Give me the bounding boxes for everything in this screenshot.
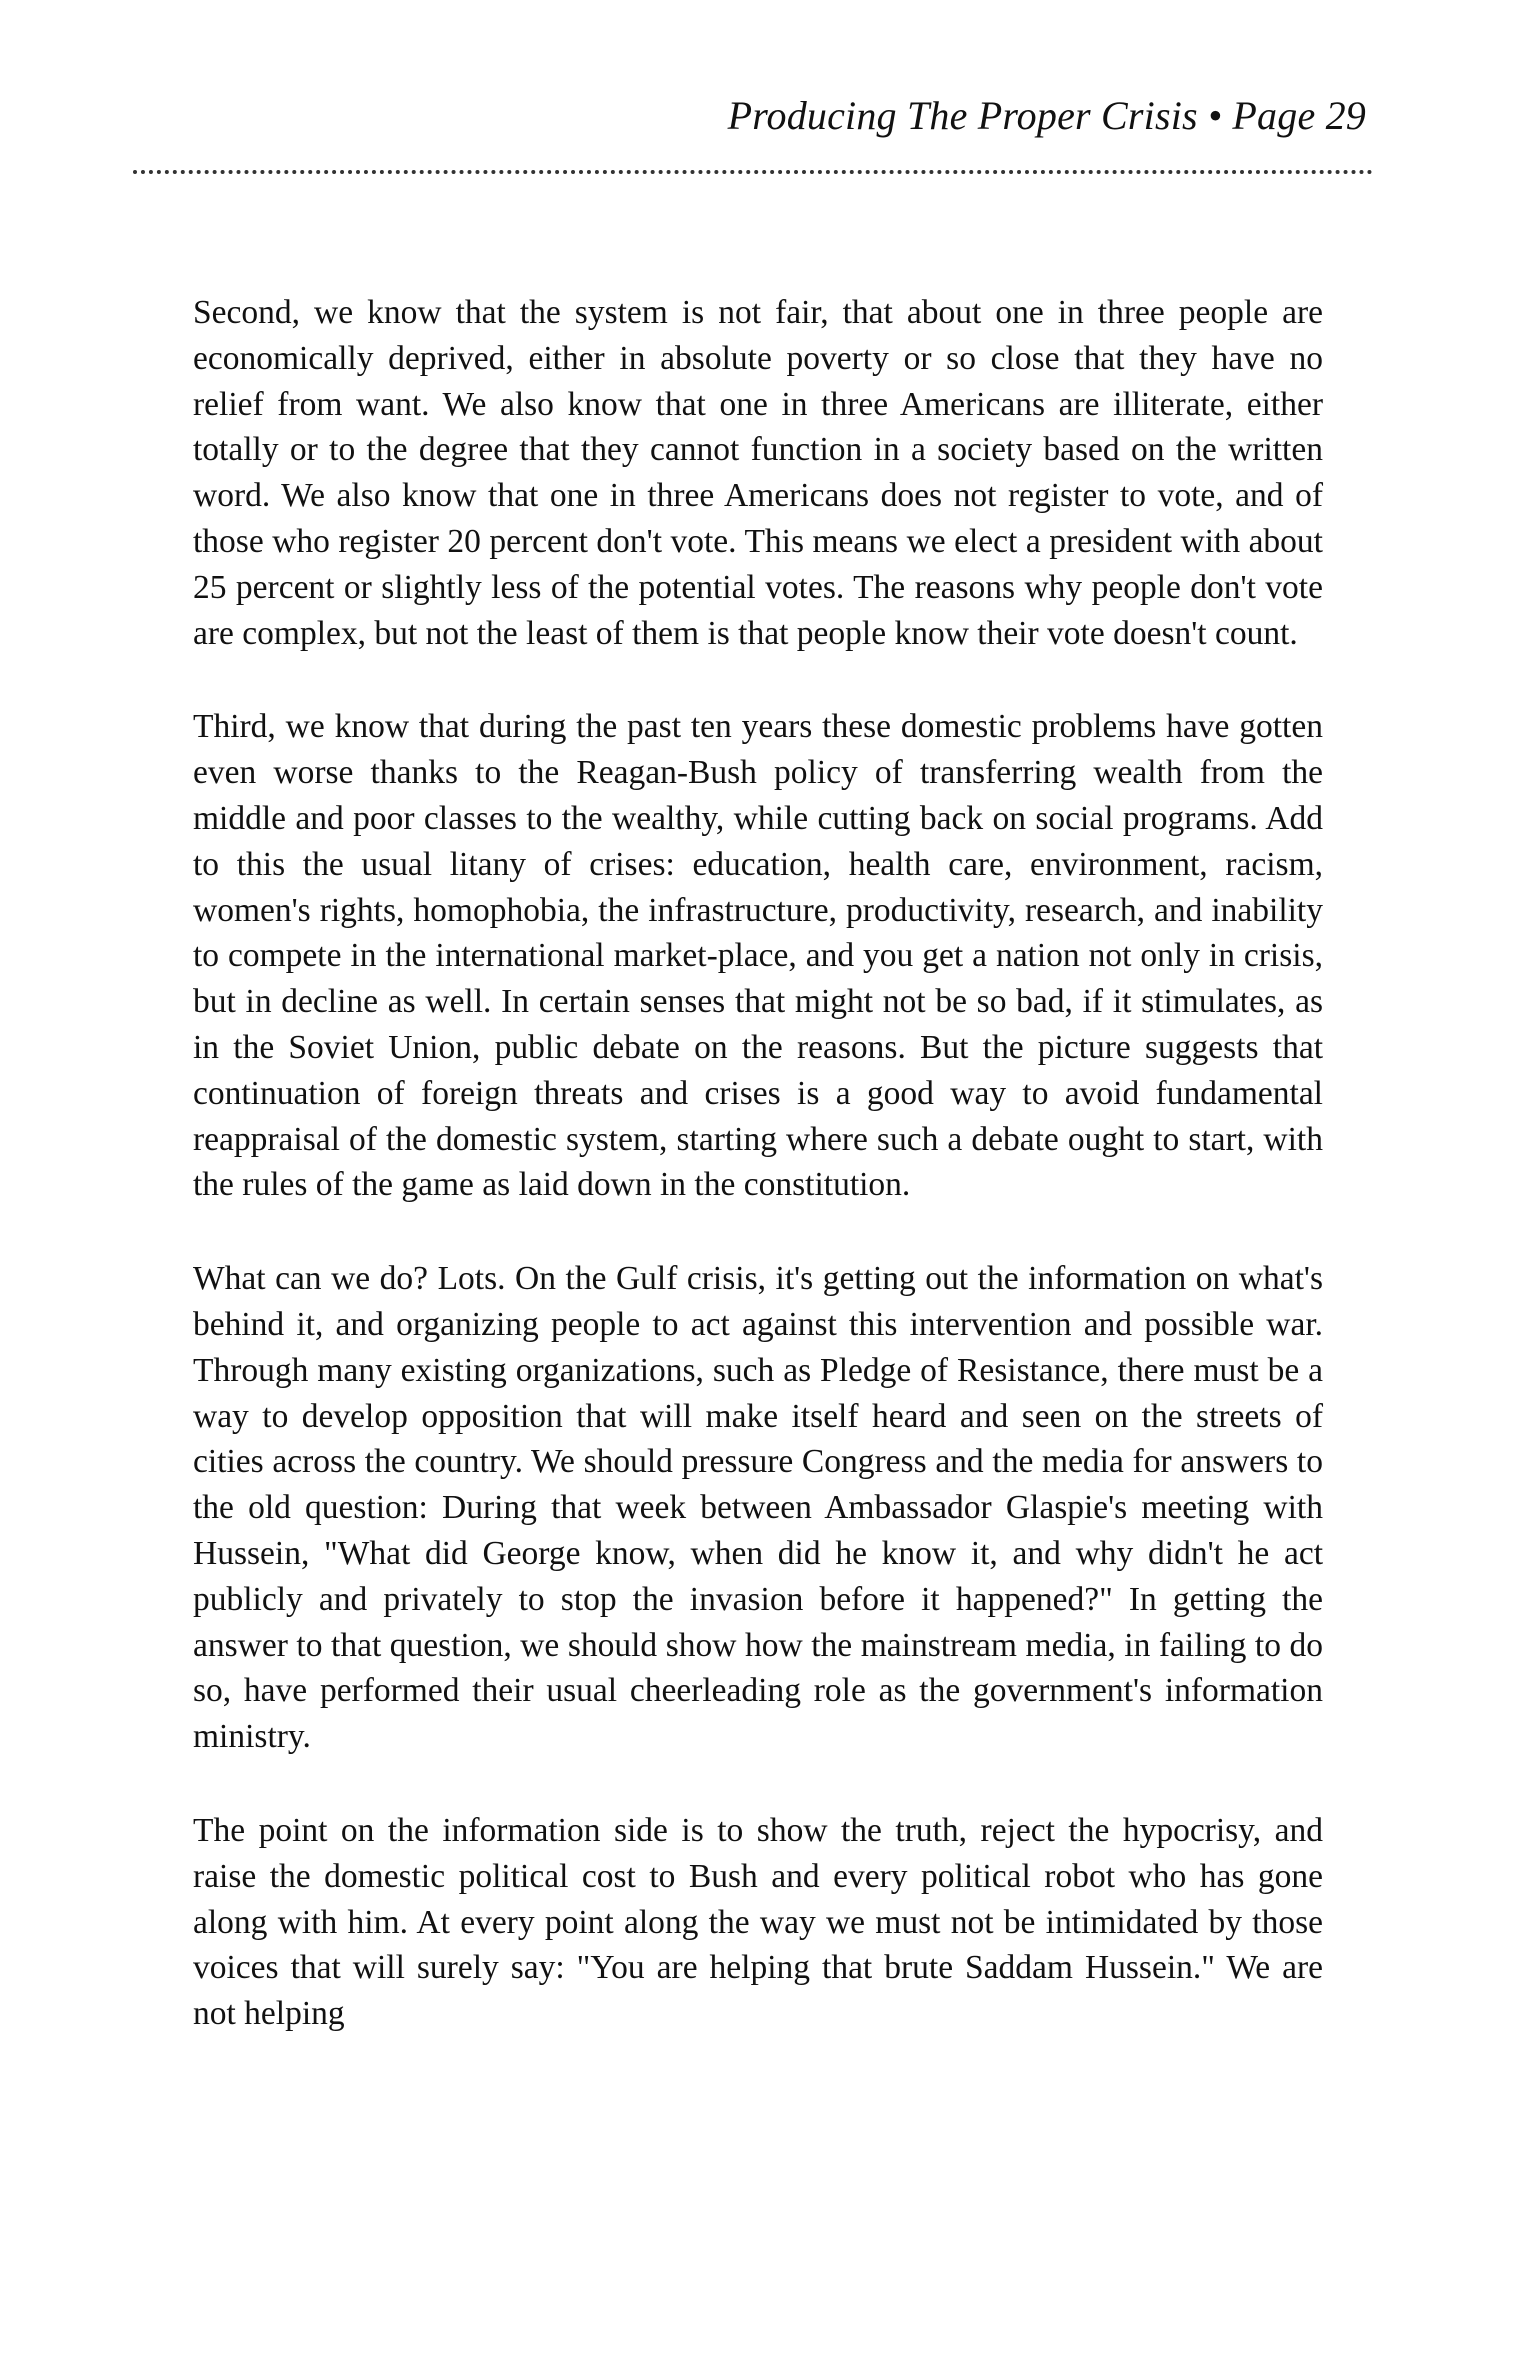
running-head: Producing The Proper Crisis • Page 29 — [727, 93, 1366, 138]
paragraph-information-side: The point on the information side is to show the truth, reject the hypocrisy, and raise the domestic political cost to Bush and every political robot who has gone along with him. At every point along the way we must not be intimidated by those voices that will surely say: "You are helping that brute Saddam Hussein." We are not helping — [193, 1811, 1323, 2033]
dotted-rule — [133, 170, 1373, 174]
page-body — [193, 290, 1323, 2085]
paragraph-third: Third, we know that during the past ten years these domestic problems have gotten even worse thanks to the Reagan-Bush policy of transferring wealth from the middle and poor classes to the wealthy, while cutting back on social programs. Add to this the usual litany of crises: education, health care, environment, racism, women's rights, homophobia, the infrastructure, productivity, research, and inability to compete in the international market-place, and you get a nation not only in crisis, but in decline as well. In certain senses that might not be so bad, if it stimulates, as in the Soviet Union, public debate on the reasons. But the picture suggests that continuation of foreign threats and crises is a good way to avoid fundamental reappraisal of the domestic system, starting where such a debate ought to start, with the rules of the game as laid down in the constitution. — [193, 708, 1323, 1204]
paragraph-second: Second, we know that the system is not fair, that about one in three people are economically deprived, either in absolute poverty or so close that they have no relief from want. We also know that one in three Americans are illiterate, either totally or to the degree that they cannot function in a society based on the written word. We also know that one in three Americans does not register to vote, and of those who register 20 percent don't vote. This means we elect a president with about 25 percent or slightly less of the potential votes. The reasons why people don't vote are complex, but not the least of them is that people know their vote doesn't count. — [193, 294, 1323, 652]
paragraph-what-can-we-do: What can we do? Lots. On the Gulf crisis, it's getting out the information on what's behind it, and organizing people to act against this intervention and possible war. Through many existing organizations, such as Pledge of Resistance, there must be a way to develop opposition that will make itself heard and seen on the streets of cities across the country. We should pressure Congress and the media for answers to the old question: During that week between Ambassador Glaspie's meeting with Hussein, "What did George know, when did he know it, and why didn't he act publicly and privately to stop the invasion before it happened?" In getting the answer to that question, we should show how the mainstream media, in failing to do so, have performed their usual cheerleading role as the government's information ministry. — [193, 1260, 1323, 1756]
